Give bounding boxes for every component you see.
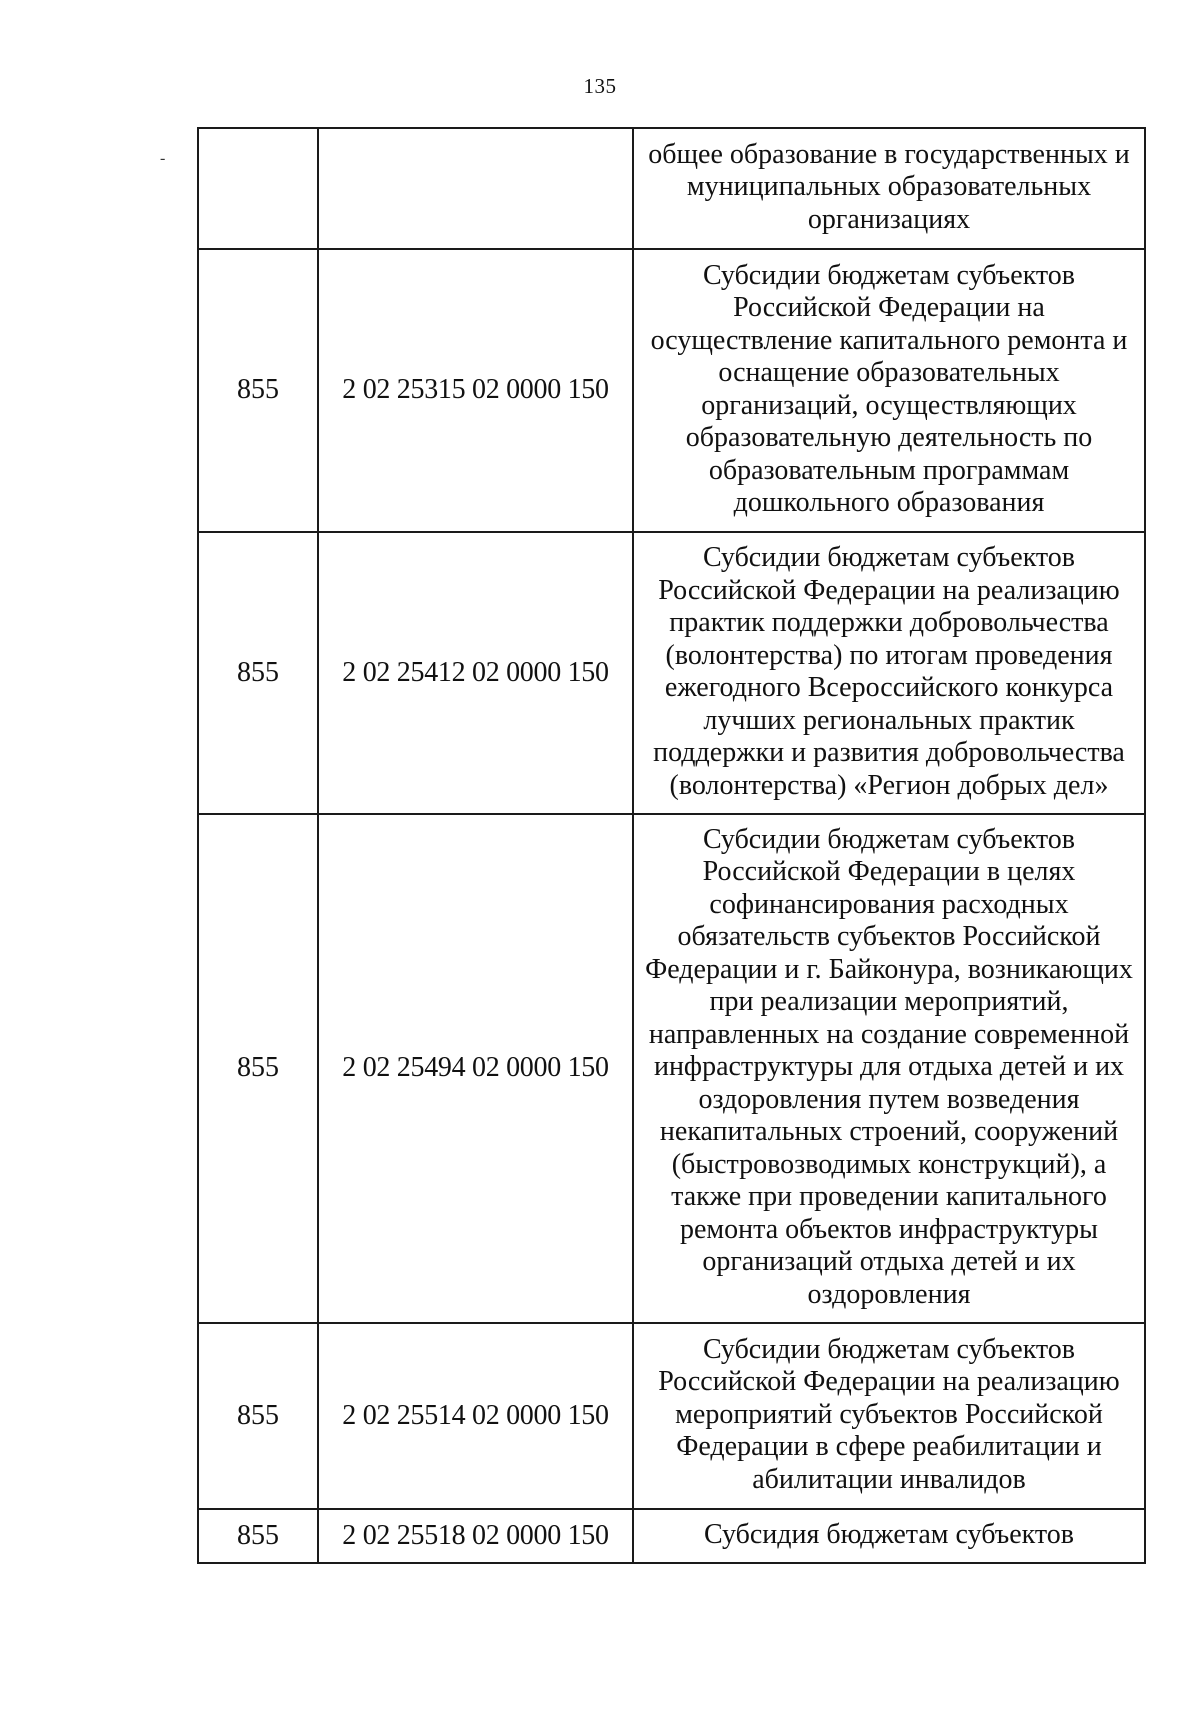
table-row: [198, 1509, 1145, 1563]
budget-code-cell: 2 02 25412 02 0000 150: [318, 532, 633, 814]
description-cell: Субсидии бюджетам субъектов Российской Федерации на реализацию практик поддержки добровольчества (волонтерства) по итогам проведения ежегодного Всероссийского конкурса лучших региональных практик поддержки и развития добровольчества (волонтерства) «Регион добрых дел»: [633, 532, 1145, 814]
admin-code-cell: [198, 128, 318, 249]
description-cell: Субсидии бюджетам субъектов Российской Федерации в целях софинансирования расходных обязательств субъектов Российской Федерации и г. Байконура, возникающих при реализации мероприятий, направленных на создание современной инфраструктуры для отдыха детей и их оздоровления путем возведения некапитальных строений, сооружений (быстровозводимых конструкций), а также при проведении капитального ремонта объектов инфраструктуры организаций отдыха детей и их оздоровления: [633, 814, 1145, 1323]
table-row: [198, 1323, 1145, 1509]
table-row: [198, 814, 1145, 1323]
admin-code-cell: 855: [198, 1509, 318, 1563]
budget-code-cell: 2 02 25514 02 0000 150: [318, 1323, 633, 1509]
description-cell: Субсидии бюджетам субъектов Российской Федерации на реализацию мероприятий субъектов Российской Федерации в сфере реабилитации и абилитации инвалидов: [633, 1323, 1145, 1509]
admin-code-cell: 855: [198, 249, 318, 532]
description-cell: общее образование в государственных и муниципальных образовательных организациях: [633, 128, 1145, 249]
budget-code-cell: 2 02 25494 02 0000 150: [318, 814, 633, 1323]
budget-code-cell: [318, 128, 633, 249]
table-row: [198, 128, 1145, 249]
description-cell: Субсидии бюджетам субъектов Российской Федерации на осуществление капитального ремонта и оснащение образовательных организаций, осуществляющих образовательную деятельность по образовательным программам дошкольного образования: [633, 249, 1145, 532]
budget-code-cell: 2 02 25315 02 0000 150: [318, 249, 633, 532]
admin-code-cell: 855: [198, 814, 318, 1323]
budget-codes-table: [197, 127, 1146, 1564]
admin-code-cell: 855: [198, 532, 318, 814]
table-row: [198, 249, 1145, 532]
page-number: 135: [583, 74, 617, 98]
table-row: [198, 532, 1145, 814]
admin-code-cell: 855: [198, 1323, 318, 1509]
budget-code-cell: 2 02 25518 02 0000 150: [318, 1509, 633, 1563]
description-cell: Субсидия бюджетам субъектов: [633, 1509, 1145, 1563]
scan-mark: -: [160, 150, 166, 167]
